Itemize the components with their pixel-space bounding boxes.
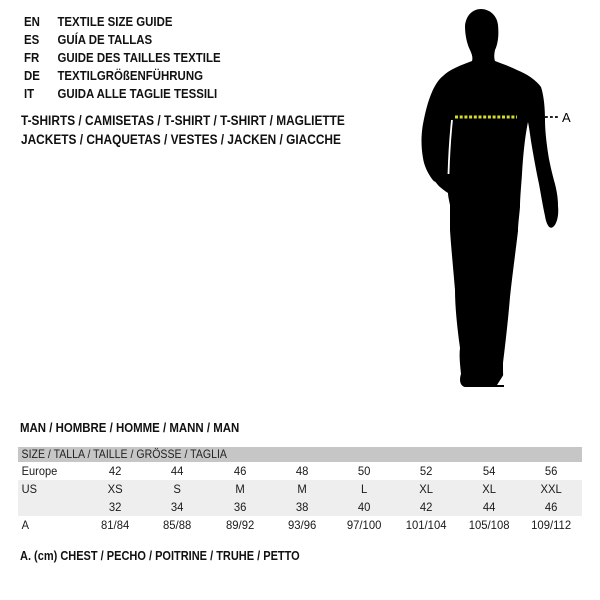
size-cell: 34 <box>171 500 184 514</box>
size-cell: 109/112 <box>530 518 571 532</box>
size-cell: 46 <box>544 500 558 514</box>
size-cell: 105/108 <box>468 518 510 532</box>
size-cell: 101/104 <box>405 518 447 532</box>
language-title: GUIDA ALLE TAGLIE TESSILI <box>57 86 218 101</box>
category-lines <box>21 111 345 149</box>
size-cell: 50 <box>357 464 371 478</box>
size-cell: 38 <box>295 500 309 514</box>
table-row-us <box>18 480 582 498</box>
table-row-europe <box>18 462 582 480</box>
language-code: EN <box>24 14 40 29</box>
size-cell: 85/88 <box>163 518 192 532</box>
language-list <box>24 13 221 103</box>
size-cell: XL <box>481 482 496 496</box>
language-title: GUIDE DES TAILLES TEXTILE <box>57 50 221 65</box>
measurement-footnote: A. (cm) CHEST / PECHO / POITRINE / TRUHE / PETTO <box>20 549 300 563</box>
language-title: GUÍA DE TALLAS <box>57 32 153 47</box>
section-title: MAN / HOMBRE / HOMME / MANN / MAN <box>20 420 240 435</box>
language-row <box>24 85 221 103</box>
size-cell: 54 <box>482 464 495 478</box>
size-cell: 42 <box>108 464 122 478</box>
size-cell: L <box>360 482 368 496</box>
size-table-header <box>18 447 582 462</box>
size-cell: 56 <box>544 464 558 478</box>
size-cell: 48 <box>295 464 309 478</box>
language-row <box>24 13 221 31</box>
table-row-chest-cm <box>18 516 582 534</box>
size-cell: 89/92 <box>225 518 254 532</box>
size-cell: 93/96 <box>287 518 316 532</box>
row-label: US <box>21 482 38 496</box>
size-cell: S <box>173 482 182 496</box>
language-row <box>24 67 221 85</box>
category-line-jackets: JACKETS / CHAQUETAS / VESTES / JACKEN / GIACCHE <box>21 132 341 147</box>
size-cell: 97/100 <box>346 518 382 532</box>
size-cell: M <box>297 482 307 496</box>
size-cell: 44 <box>482 500 495 514</box>
language-title: TEXTILE SIZE GUIDE <box>57 14 173 29</box>
table-row-us-numeric <box>18 498 582 516</box>
row-label: Europe <box>21 464 58 478</box>
size-cell: 52 <box>420 464 433 478</box>
size-cell: 46 <box>233 464 246 478</box>
category-line-tshirts: T-SHIRTS / CAMISETAS / T-SHIRT / T-SHIRT / MAGLIETTE <box>21 113 345 128</box>
size-cell: 40 <box>357 500 371 514</box>
man-silhouette-figure <box>415 6 575 391</box>
size-cell: 42 <box>420 500 433 514</box>
language-code: DE <box>24 68 40 83</box>
size-table-header-text: SIZE / TALLA / TAILLE / GRÖSSE / TAGLIA <box>21 447 227 461</box>
size-cell: M <box>234 482 245 496</box>
size-table <box>18 447 582 534</box>
size-cell: 44 <box>171 464 184 478</box>
row-label <box>18 498 79 516</box>
language-title: TEXTILGRÖßENFÜHRUNG <box>57 68 203 83</box>
language-row <box>24 49 221 67</box>
man-silhouette-svg <box>415 6 575 391</box>
size-cell: 36 <box>233 500 246 514</box>
size-cell: XS <box>107 482 123 496</box>
size-cell: 81/84 <box>101 518 130 532</box>
language-row <box>24 31 221 49</box>
size-cell: XXL <box>540 482 562 496</box>
language-code: ES <box>24 32 40 47</box>
size-cell: XL <box>419 482 434 496</box>
measurement-label-a: A <box>562 110 571 125</box>
row-label: A <box>21 518 30 532</box>
size-cell: 32 <box>108 500 122 514</box>
man-silhouette-shape <box>422 9 559 387</box>
language-code: IT <box>24 86 35 101</box>
language-code: FR <box>24 50 40 65</box>
